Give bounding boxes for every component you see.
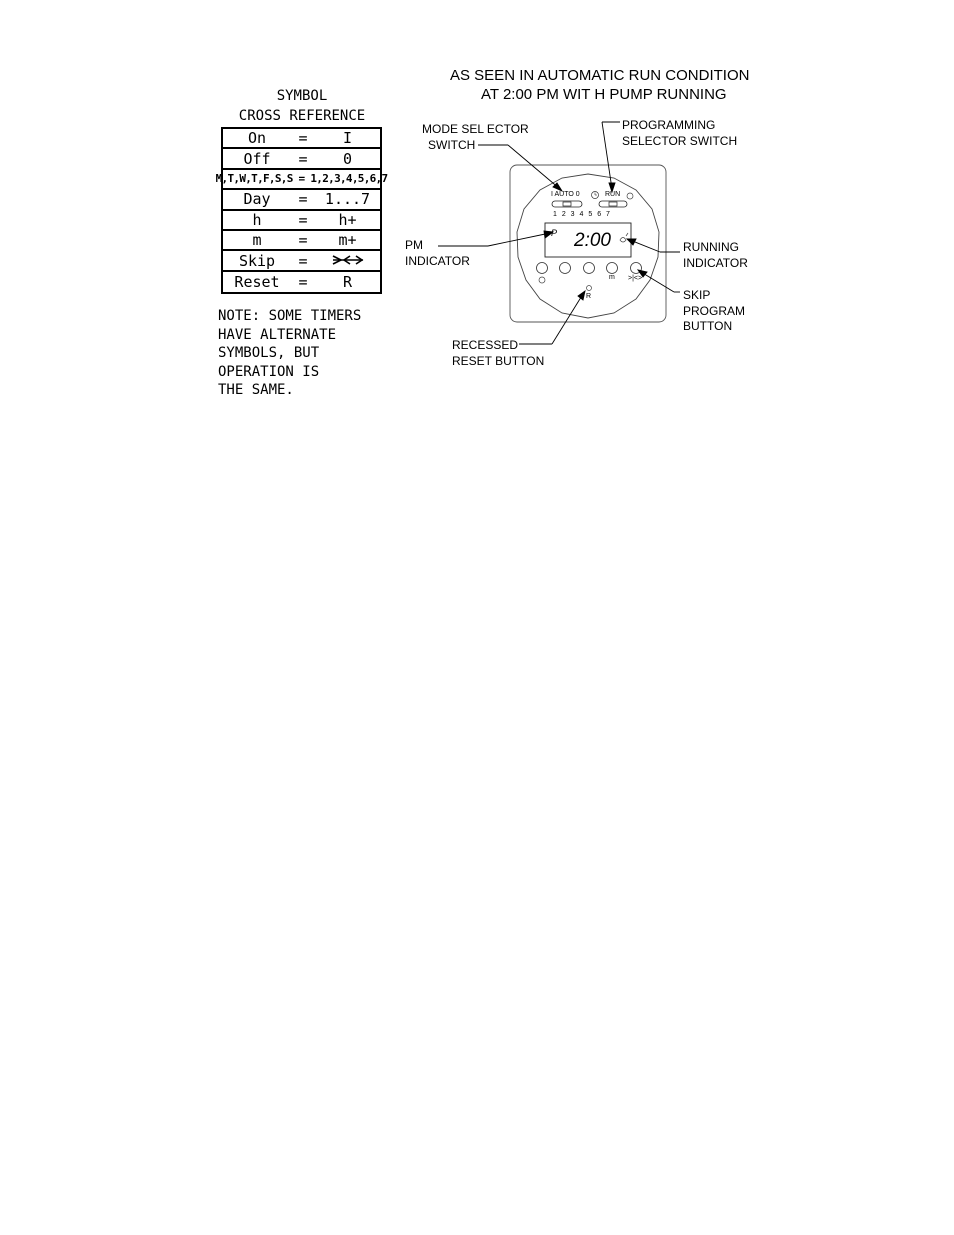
callout-line: INDICATOR [683, 255, 748, 270]
xref-equals: = [298, 272, 308, 291]
running-indicator-icon [620, 238, 626, 243]
xref-equals: = [298, 210, 308, 229]
callout-reset-button [452, 338, 544, 369]
mode-switch-label: I AUTO 0 [551, 191, 580, 198]
xref-equals: = [298, 190, 308, 209]
callout-line: PROGRAM [683, 303, 746, 318]
button-1 [537, 263, 548, 274]
status-led [627, 193, 633, 199]
note-line: THE SAME. [218, 382, 294, 398]
note-line: HAVE ALTERNATE [218, 326, 337, 343]
callout-line: RUNNING [683, 240, 739, 254]
callout-line: INDICATOR [405, 253, 470, 268]
pm-indicator-letter: P [551, 228, 558, 238]
xref-symbol: h+ [338, 210, 357, 229]
xref-name: Reset [234, 272, 280, 291]
cross-reference-title: CROSS REFERENCE [238, 108, 366, 124]
callout-line: MODE SEL ECTOR [422, 122, 529, 136]
button-m [607, 263, 618, 274]
symbol-title: SYMBOL [276, 88, 328, 104]
xref-name: Off [243, 149, 271, 168]
small-indicator [539, 277, 545, 283]
callout-line: RECESSED [452, 338, 519, 352]
callout-running-indicator [683, 240, 748, 271]
xref-name: On [247, 129, 267, 148]
xref-symbol: 0 [342, 149, 353, 168]
program-switch-label: RUN [605, 191, 621, 198]
xref-equals: = [298, 251, 308, 270]
callout-skip-program [683, 288, 745, 335]
callout-line: PROGRAMMING [622, 118, 716, 132]
xref-symbol: I [342, 129, 353, 148]
reset-label: R [586, 293, 592, 300]
program-switch-knob [609, 202, 617, 206]
button-3 [584, 263, 595, 274]
callout-line: SELECTOR SWITCH [622, 133, 738, 148]
diagram-title-line1: AS SEEN IN AUTOMATIC RUN CONDITION [450, 67, 750, 84]
xref-equals: = [298, 149, 308, 168]
mode-switch-knob [563, 202, 571, 206]
xref-name: h [252, 210, 262, 229]
lcd-time: 2:00 [574, 230, 611, 251]
xref-name: m [252, 231, 262, 250]
xref-name: Skip [238, 251, 276, 270]
skip-button-label: >|<> [628, 275, 643, 282]
callout-line: SKIP [683, 288, 711, 302]
callout-mode-selector [422, 122, 529, 153]
xref-symbol: 1...7 [324, 190, 371, 209]
callout-line: SWITCH [428, 137, 476, 152]
note-line: NOTE: SOME TIMERS [218, 308, 362, 324]
callout-line: RESET BUTTON [452, 353, 545, 368]
xref-days-mapping: M,T,W,T,F,S,S = 1,2,3,4,5,6,7 [215, 172, 388, 186]
note-line: SYMBOLS, BUT [218, 345, 320, 361]
callout-pm-indicator [405, 238, 470, 269]
note-line: OPERATION IS [218, 363, 320, 380]
callout-line: PM [405, 238, 423, 252]
reset-button [587, 286, 592, 291]
diagram-title-line2: AT 2:00 PM WIT H PUMP RUNNING [481, 86, 727, 103]
xref-symbol: R [342, 272, 353, 291]
callout-line: BUTTON [683, 319, 733, 333]
xref-name: Day [243, 190, 271, 209]
callout-programming-selector [622, 118, 737, 149]
xref-equals: = [298, 129, 308, 148]
button-2 [560, 263, 571, 274]
button-m-label: m [609, 274, 615, 281]
day-numbers: 1 2 3 4 5 6 7 [553, 211, 610, 218]
xref-equals: = [298, 231, 308, 250]
xref-symbol: m+ [338, 231, 357, 250]
